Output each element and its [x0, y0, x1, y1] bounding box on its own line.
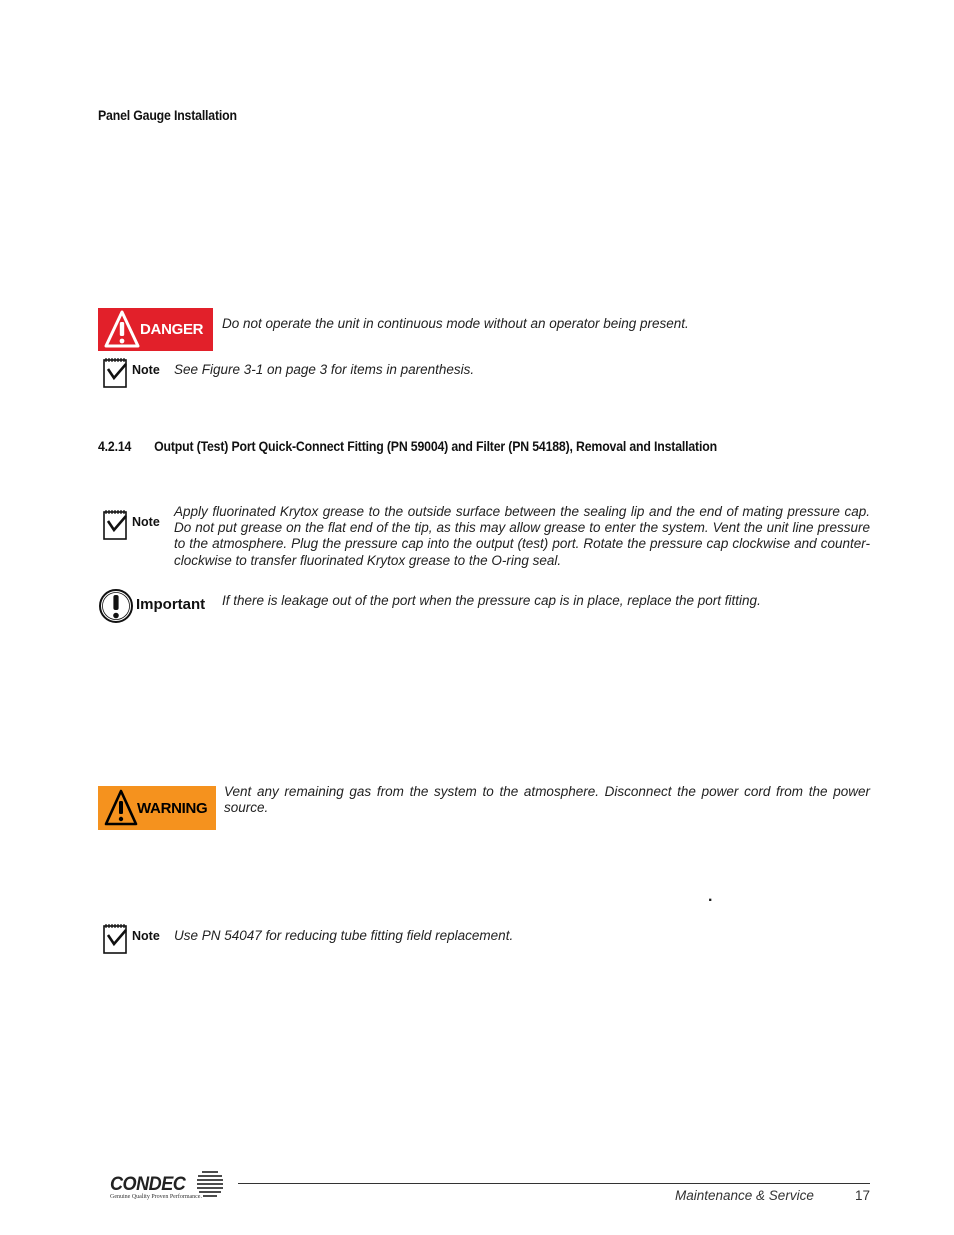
important-callout [98, 588, 218, 626]
subsection-number: 4.2.14 [98, 438, 132, 454]
footer-section-name: Maintenance & Service [675, 1188, 814, 1203]
danger-label: DANGER [140, 321, 204, 338]
important-text: If there is leakage out of the port when the pressure cap is in place, replace the port fitting. [222, 593, 761, 608]
subsection-title: Output (Test) Port Quick-Connect Fitting (PN 59004) and Filter (PN 54188), Removal and Installation [154, 438, 717, 454]
note-1-text: See Figure 3-1 on page 3 for items in parenthesis. [174, 362, 475, 377]
note-label: Note [132, 515, 160, 529]
warning-label: WARNING [137, 799, 208, 817]
condec-logo [110, 1166, 226, 1206]
note-callout-2 [102, 508, 164, 538]
warning-badge [98, 786, 216, 830]
note-label: Note [132, 363, 160, 377]
note-callout-3 [102, 922, 164, 952]
logo-tagline: Genuine Quality Proven Performance. [110, 1194, 202, 1200]
warning-text: Vent any remaining gas from the system to the atmosphere. Disconnect the power cord from the power source. [224, 784, 870, 816]
note-2-text: Apply fluorinated Krytox grease to the outside surface between the sealing lip and the end of mating pressure cap. Do not put grease on the flat end of the tip, as this may allow grease to enter the system. Vent the unit line pressure to the atmosphere. Plug the pressure cap into the output (test) port. Rotate the pressure cap clockwise and counter-clockwise to transfer fluorinated Krytox grease to the O-ring seal. [174, 504, 870, 568]
note-pad-icon [102, 922, 130, 954]
note-3-text: Use PN 54047 for reducing tube fitting field replacement. [174, 928, 514, 943]
note-pad-icon [102, 508, 130, 540]
danger-badge [98, 308, 213, 351]
footer-rule [238, 1183, 870, 1184]
logo-wordmark: CONDEC [110, 1174, 186, 1195]
note-callout-1 [102, 356, 164, 386]
page-number: 17 [855, 1188, 871, 1203]
stray-period: . [708, 888, 713, 905]
danger-triangle-icon [104, 310, 140, 349]
note-pad-icon [102, 356, 130, 388]
warning-triangle-icon [104, 789, 138, 827]
danger-text: Do not operate the unit in continuous mode without an operator being present. [222, 316, 689, 331]
panel-gauge-heading: Panel Gauge Installation [98, 107, 237, 123]
important-label: Important [136, 596, 206, 613]
subsection-heading [98, 438, 717, 454]
note-label: Note [132, 929, 160, 943]
important-exclamation-icon [98, 588, 134, 624]
